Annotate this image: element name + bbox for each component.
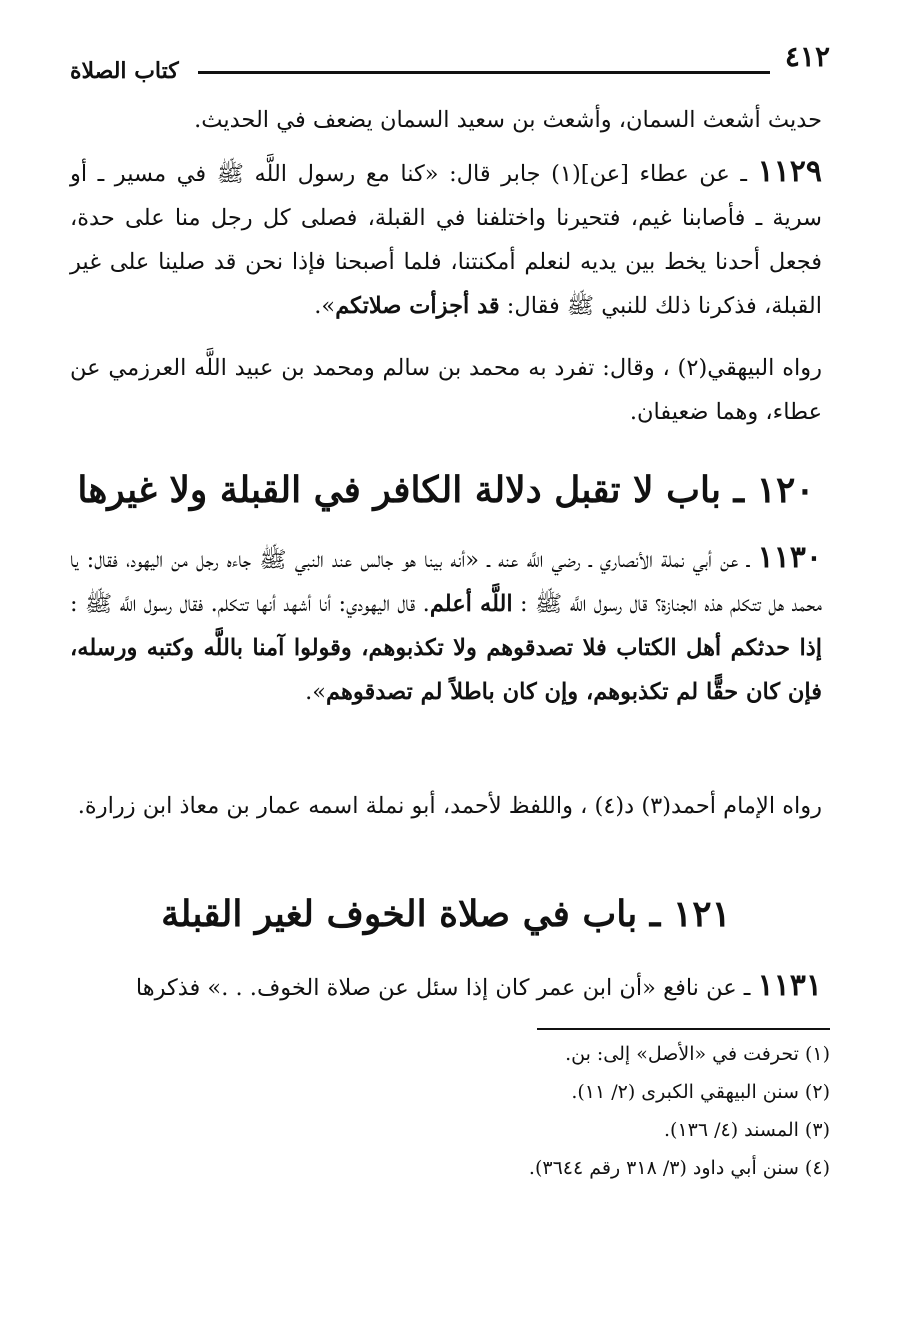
chapter-121-title: ١٢١ ـ باب في صلاة الخوف لغير القبلة bbox=[161, 893, 731, 935]
footnote-divider bbox=[537, 1028, 830, 1030]
hadith-text-middle: . قال اليهودي: أنا أشهد أنها تتكلم. فقال رسول اللَّه ﷺ : bbox=[70, 591, 430, 617]
header-rule bbox=[198, 71, 770, 74]
hadith-1130-source: رواه الإمام أحمد(٣) د(٤) ، واللفظ لأحمد، أبو نملة اسمه عمار بن معاذ ابن زرارة. bbox=[77, 793, 822, 819]
footnote-3: (٣) المسند (٤/ ١٣٦). bbox=[663, 1119, 830, 1141]
hadith-text: ـ عن نافع «أن ابن عمر كان إذا سئل عن صلاة الخوف. . .» فذكرها bbox=[135, 975, 758, 1001]
page-number: ٤١٢ bbox=[784, 40, 830, 73]
footnote-4: (٤) سنن أبي داود (٣/ ٣١٨ رقم ٣٦٤٤). bbox=[528, 1157, 830, 1179]
hadith-text-end: ». bbox=[305, 679, 326, 705]
hadith-1130 bbox=[70, 536, 822, 714]
footnote-1: (١) تحرفت في «الأصل» إلى: بن. bbox=[565, 1043, 830, 1065]
hadith-text-end: ». bbox=[314, 293, 336, 319]
hadith-bold-text: اللَّه أعلم bbox=[429, 591, 513, 617]
hadith-bold-text: قد أجزأت صلاتكم bbox=[335, 293, 500, 319]
header-title: كتاب الصلاة bbox=[70, 58, 179, 84]
chapter-120-title: ١٢٠ ـ باب لا تقبل دلالة الكافر في القبلة ولا غيرها bbox=[77, 469, 815, 511]
hadith-bold-text: إذا حدثكم أهل الكتاب فلا تصدقوهم ولا تكذبوهم، وقولوا آمنا باللَّه وكتبه ورسله، فإن كان حقًّا لم تكذبوهم، وإن كان باطلاً لم تصدقوهم bbox=[70, 635, 822, 705]
hadith-number: ١١٣٠ bbox=[757, 540, 822, 575]
hadith-1129-source: رواه البيهقي(٢) ، وقال: تفرد به محمد بن سالم ومحمد بن عبيد اللَّه العرزمي عن عطاء، وهما ضعيفان. bbox=[70, 355, 822, 425]
footnote-2: (٢) سنن البيهقي الكبرى (٢/ ١١). bbox=[571, 1081, 830, 1103]
intro-paragraph: حديث أشعث السمان، وأشعث بن سعيد السمان يضعف في الحديث. bbox=[194, 107, 822, 133]
hadith-text: ـ عن أبي نملة الأنصاري ـ رضي اللَّه عنه ـ «أنه بينا هو جالس عند النبي ﷺ جاءه رجل من اليهود، فقال: يا محمد هل تتكلم هذه الجنازة؟ قال رسول اللَّه ﷺ : bbox=[70, 547, 822, 617]
hadith-text: ـ عن عطاء [عن](١) جابر قال: «كنا مع رسول اللَّه ﷺ في مسير ـ أو سرية ـ فأصابنا غيم، فتحيرنا واختلفنا في القبلة، فصلى كل رجل منا على حدة، فجعل أحدنا يخط بين يديه لنعلم أمكنتنا، فلما أصبحنا فإذا نحن قد صلينا على غير القبلة، فذكرنا ذلك للنبي ﷺ فقال: bbox=[70, 161, 822, 319]
hadith-number: ١١٢٩ bbox=[757, 154, 822, 189]
hadith-number: ١١٣١ bbox=[757, 968, 822, 1003]
hadith-1131 bbox=[70, 964, 822, 1010]
running-header bbox=[70, 40, 830, 84]
hadith-1129 bbox=[70, 150, 822, 328]
